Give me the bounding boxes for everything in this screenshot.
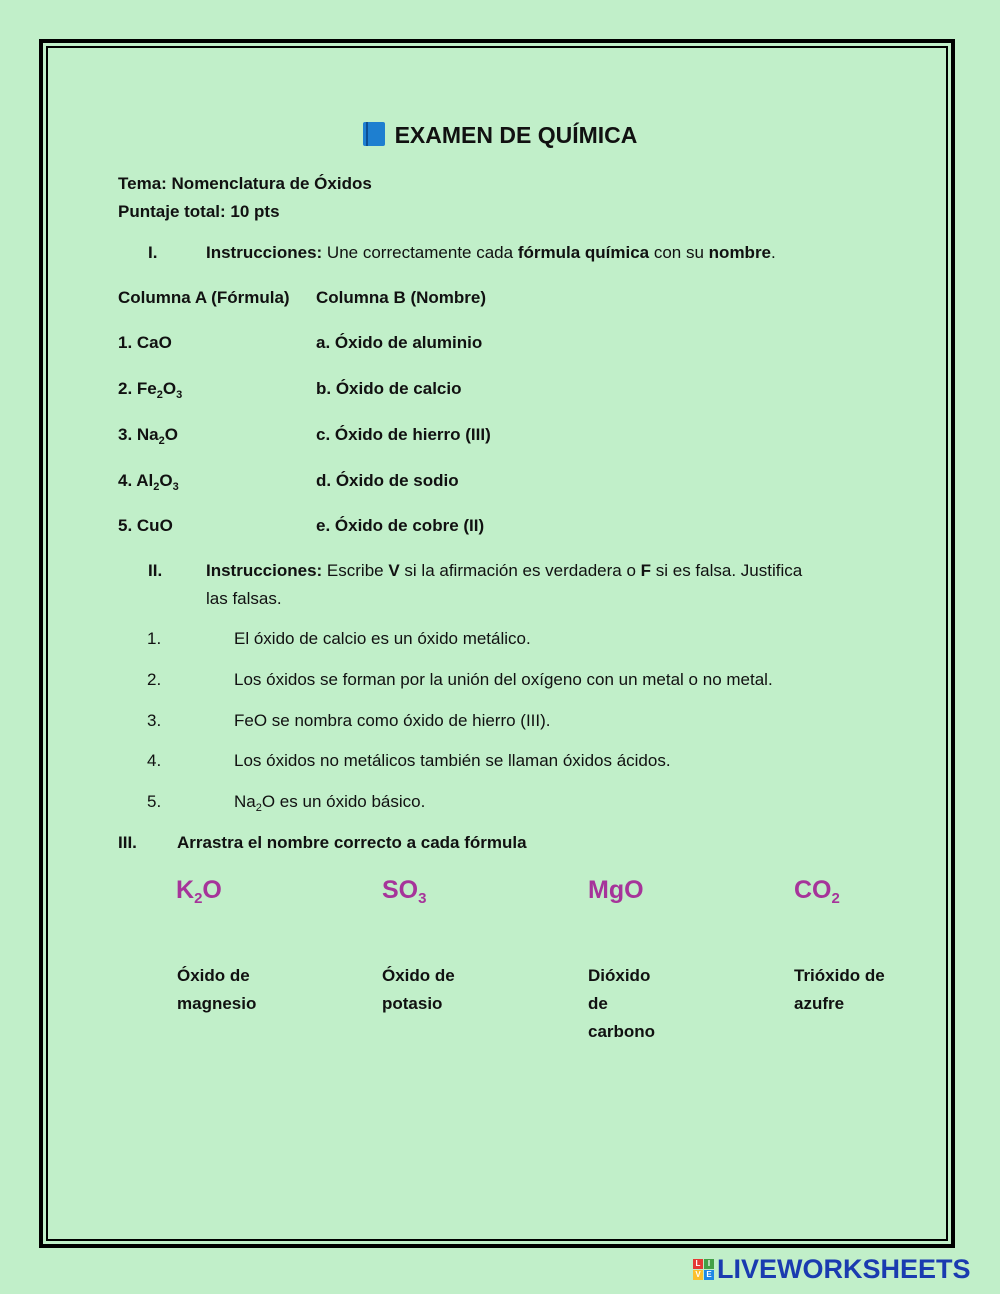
column-b-item: b. Óxido de calcio bbox=[316, 379, 462, 398]
section2-numeral: II. bbox=[148, 561, 163, 580]
statement-number: 4. bbox=[147, 751, 162, 770]
section1-instructions: Instrucciones: Une correctamente cada fórmula química con su nombre. bbox=[206, 243, 776, 262]
statement-number: 3. bbox=[147, 711, 162, 730]
logo-squares-icon: L I V E bbox=[693, 1259, 714, 1280]
statement-number: 2. bbox=[147, 670, 162, 689]
title-text: EXAMEN DE QUÍMICA bbox=[394, 122, 638, 148]
column-b-item: d. Óxido de sodio bbox=[316, 471, 459, 490]
column-b-header: Columna B (Nombre) bbox=[316, 288, 486, 307]
draggable-name[interactable]: Óxido de potasio bbox=[382, 966, 455, 1013]
section3-numeral: III. bbox=[118, 833, 137, 852]
column-b-item: e. Óxido de cobre (II) bbox=[316, 516, 485, 535]
statement-text: Los óxidos se forman por la unión del oxígeno con un metal o no metal. bbox=[234, 670, 773, 689]
statement-text: $Na_2O$ es un óxido básico. bbox=[234, 792, 426, 814]
book-icon bbox=[363, 122, 385, 146]
draggable-name[interactable]: Dióxido de carbono bbox=[588, 966, 656, 1041]
formula-drop-target[interactable]: $K_2O$ bbox=[176, 876, 222, 907]
column-a-item: 1. CaO bbox=[118, 333, 172, 352]
formula-drop-target[interactable]: MgO bbox=[588, 876, 644, 904]
liveworksheets-logo bbox=[693, 1254, 971, 1284]
section2-instructions: Instrucciones: Escribe V si la afirmación es verdadera o F si es falsa. Justifica bbox=[206, 561, 803, 580]
column-b-item: c. Óxido de hierro (III) bbox=[316, 425, 491, 444]
section3-title: Arrastra el nombre correcto a cada fórmula bbox=[177, 833, 527, 852]
draggable-name[interactable]: Óxido de magnesio bbox=[177, 966, 257, 1013]
page-title bbox=[0, 122, 1000, 149]
section1-numeral: I. bbox=[148, 243, 158, 262]
score-label: Puntaje total: 10 pts bbox=[118, 202, 280, 221]
statement-number: 1. bbox=[147, 629, 162, 648]
statement-text: Los óxidos no metálicos también se llaman óxidos ácidos. bbox=[234, 751, 671, 770]
column-a-item: 5. CuO bbox=[118, 516, 173, 535]
section2-instructions-line2: las falsas. bbox=[206, 589, 282, 608]
column-a-item: 2. $Fe_2O_3$ bbox=[118, 379, 183, 401]
logo-text: LIVEWORKSHEETS bbox=[717, 1253, 971, 1284]
statement-number: 5. bbox=[147, 792, 162, 811]
topic-label: Tema: Nomenclatura de Óxidos bbox=[118, 174, 372, 193]
column-a-item: 4. $Al_2O_3$ bbox=[118, 471, 179, 493]
formula-drop-target[interactable]: $SO_3$ bbox=[382, 876, 427, 907]
statement-text: FeO se nombra como óxido de hierro (III). bbox=[234, 711, 551, 730]
statement-text: El óxido de calcio es un óxido metálico. bbox=[234, 629, 531, 648]
column-a-item: 3. $Na_2O$ bbox=[118, 425, 178, 447]
column-b-item: a. Óxido de aluminio bbox=[316, 333, 483, 352]
column-a-header: Columna A (Fórmula) bbox=[118, 288, 290, 307]
draggable-name[interactable]: Trióxido de azufre bbox=[794, 966, 885, 1013]
formula-drop-target[interactable]: $CO_2$ bbox=[794, 876, 840, 907]
